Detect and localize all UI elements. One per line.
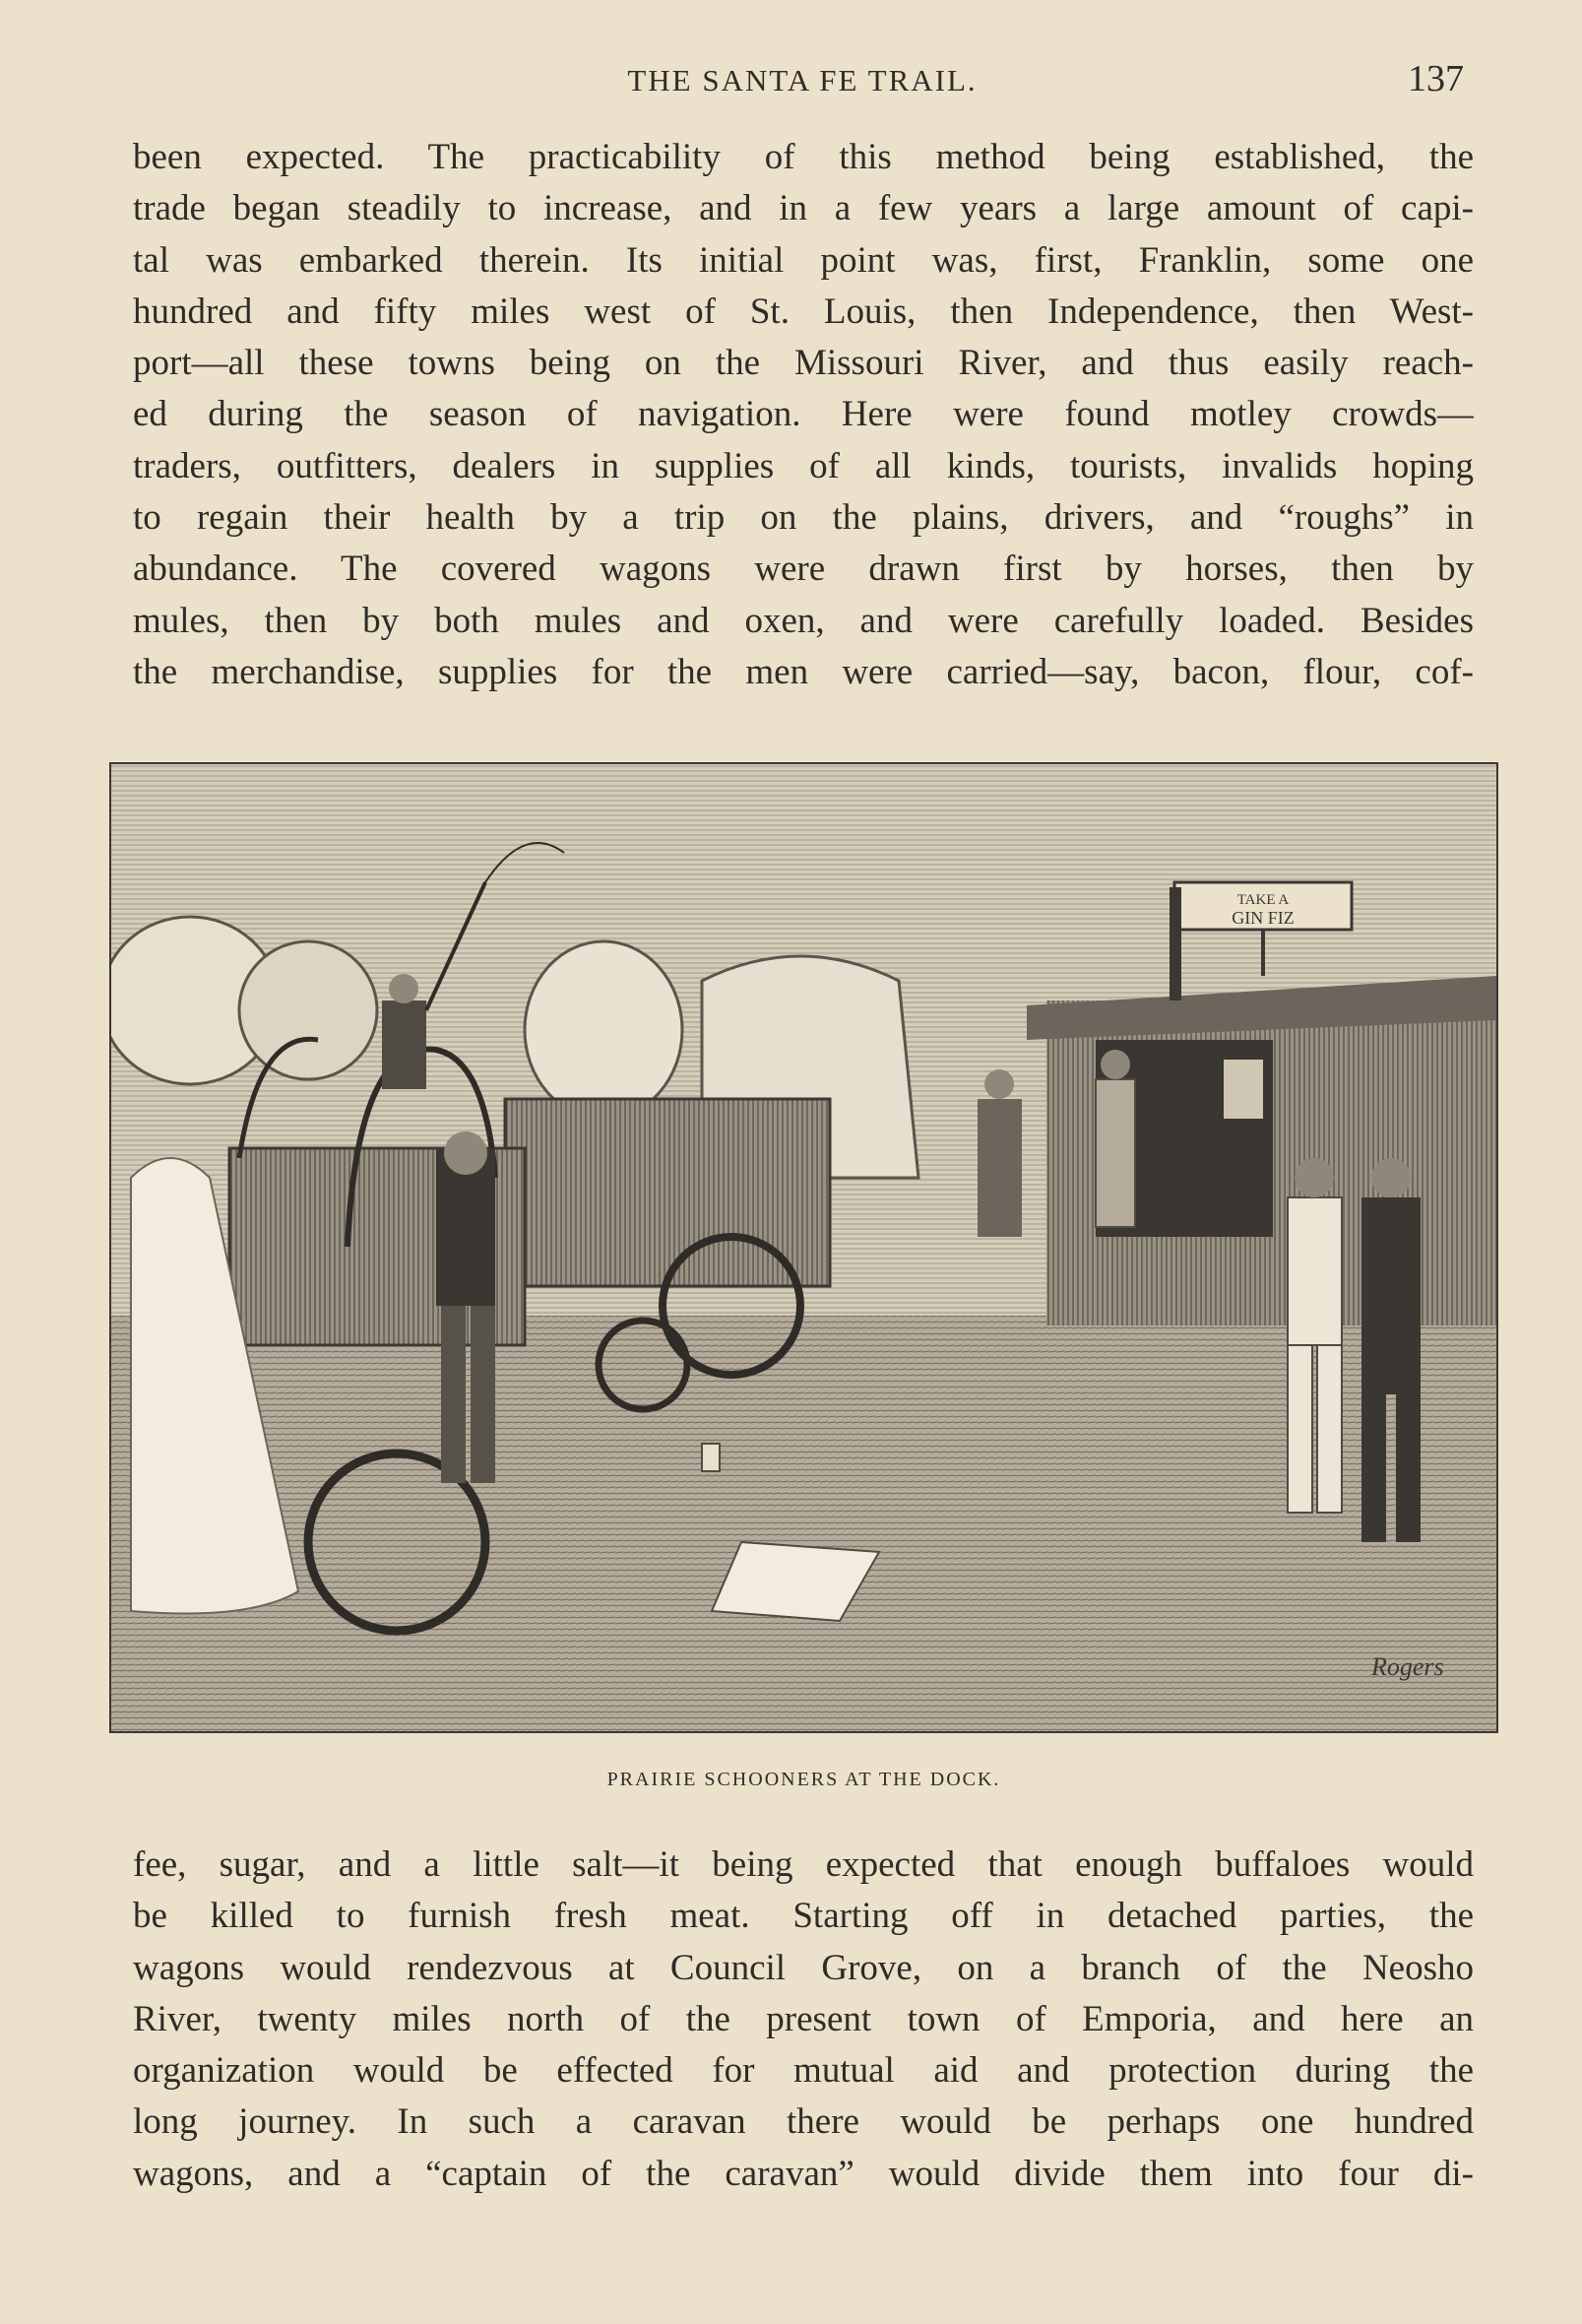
text-line: wagons, and a “captain of the caravan” would divide them into four di- <box>133 2153 1474 2194</box>
running-title: THE SANTA FE TRAIL. <box>627 63 978 97</box>
text-line: be killed to furnish fresh meat. Starting off in detached parties, the <box>133 1896 1474 1937</box>
illustration-drawing <box>111 764 1496 1731</box>
text-line: tal was embarked therein. Its initial point was, first, Franklin, some one <box>133 239 1474 281</box>
text-line: long journey. In such a caravan there would be perhaps one hundred <box>133 2101 1474 2143</box>
text-line: River, twenty miles north of the present town of Emporia, and here an <box>133 1998 1474 2039</box>
page-number: 137 <box>1408 58 1464 99</box>
text-line: organization would be effected for mutual aid and protection during the <box>133 2050 1474 2092</box>
artist-signature: Rogers <box>1371 1652 1444 1681</box>
body-text-top <box>133 132 1474 698</box>
text-line: been expected. The practicability of this method being established, the <box>133 137 1474 177</box>
text-line: the merchandise, supplies for the men were carried—say, bacon, flour, cof- <box>133 651 1474 692</box>
figure-caption: PRAIRIE SCHOONERS AT THE DOCK. <box>606 1769 1001 1790</box>
running-head <box>133 57 1472 106</box>
tin-can <box>702 1444 720 1471</box>
body-text-bottom <box>133 1840 1474 2200</box>
text-line: trade began steadily to increase, and in a few years a large amount of capi- <box>133 188 1474 229</box>
text-line: hundred and fifty miles west of St. Louis, then Independence, then West- <box>133 290 1474 332</box>
text-line: fee, sugar, and a little salt—it being expected that enough buffaloes would <box>133 1844 1474 1885</box>
engraving-illustration <box>109 762 1498 1733</box>
text-line: port—all these towns being on the Missouri River, and thus easily reach- <box>133 343 1474 384</box>
text-line: traders, outfitters, dealers in supplies of all kinds, tourists, invalids hoping <box>133 445 1474 486</box>
sign-text-line1: TAKE A <box>1236 892 1290 908</box>
text-line: mules, then by both mules and oxen, and were carefully loaded. Besides <box>133 600 1474 641</box>
text-line: ed during the season of navigation. Here were found motley crowds— <box>133 394 1474 435</box>
text-line: wagons would rendezvous at Council Grove, on a branch of the Neosho <box>133 1947 1474 1988</box>
sign-text-line2: GIN FIZ <box>1232 908 1295 928</box>
text-line: abundance. The covered wagons were drawn first by horses, then by <box>133 549 1474 590</box>
text-line: to regain their health by a trip on the plains, drivers, and “roughs” in <box>133 497 1474 539</box>
